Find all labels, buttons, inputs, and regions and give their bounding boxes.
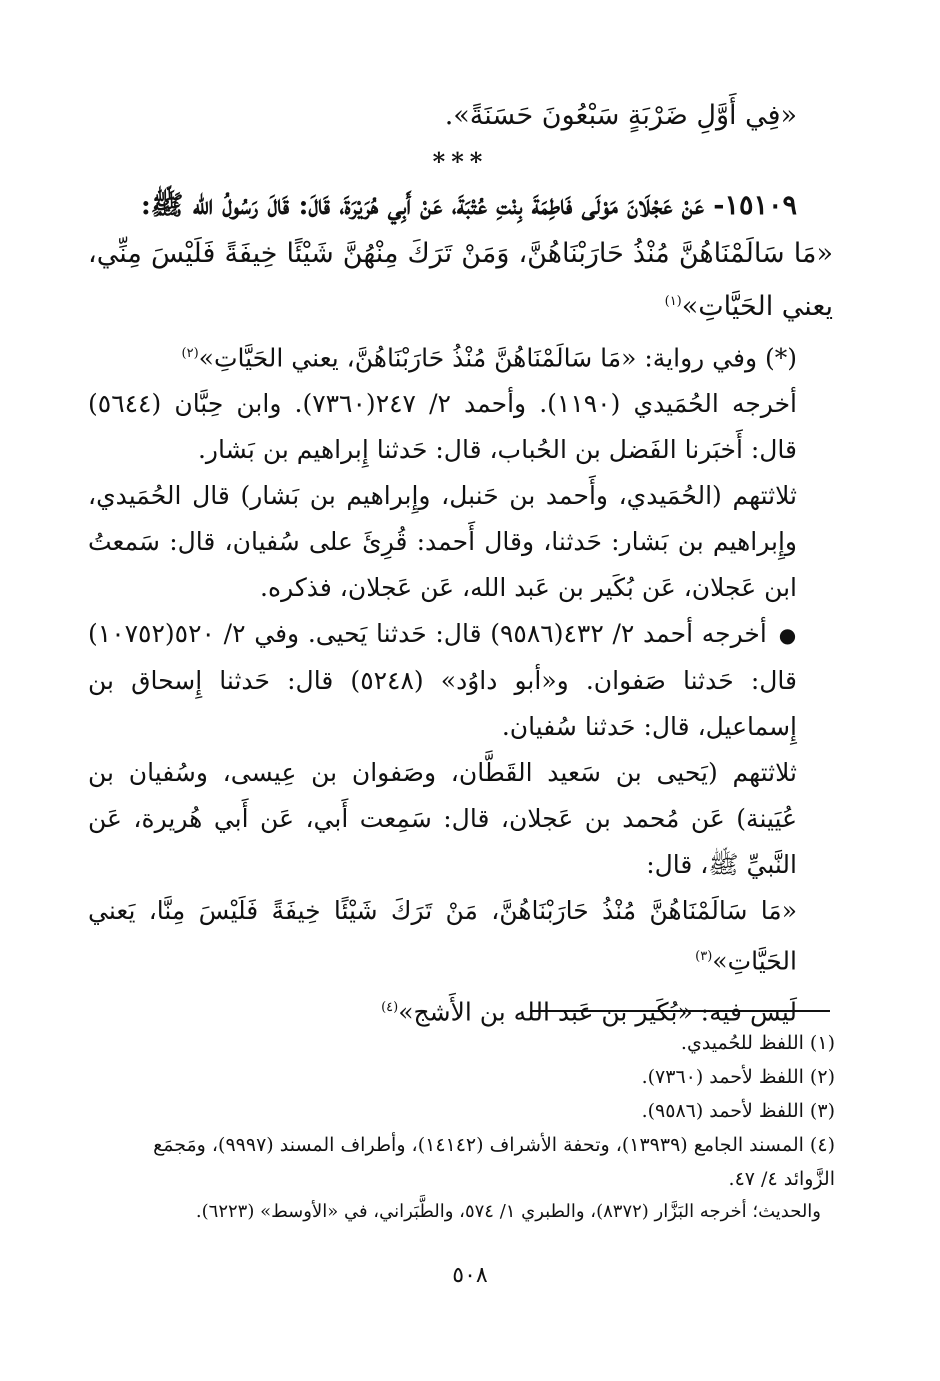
footnote-hadith-sources: والحديث؛ أخرجه البَزَّار (٨٣٧٢)، والطبري ١/ ٥٧٤، والطَّبَراني، في «الأوسط» (٦٢٢٣). — [195, 1201, 821, 1222]
hadith-matn-2-text: «مَا سَالَمْنَاهُنَّ مُنْذُ حَارَبْنَاهُنَّ، مَنْ تَرَكَ شَيْئًا خِيفَةً فَلَيْسَ مِنَّا، يَعني الحَيَّاتِ» — [88, 896, 797, 976]
footnotes — [120, 1026, 835, 1228]
hadith-matn-2 — [88, 888, 833, 984]
footnote-ref-3: (٣) — [695, 949, 713, 965]
section-separator-stars: *** — [432, 147, 489, 176]
footnote-ref-1: (١) — [664, 294, 682, 309]
footnote-2: (٢) اللفظ لأحمد (٧٣٦٠). — [641, 1066, 835, 1088]
isnad-paragraph-2: ثلاثتهم (يَحيى بن سَعيد القَطَّان، وصَفوان بن عِيسى، وسُفيان بن عُيَينة) عَن مُحمد بن عَجلان، قال: سَمِعت أَبي، عَن أَبي هُريرة، عَن النَّبيِّ ﷺ، قال: — [88, 758, 797, 880]
riwaya-text: (*) وفي رواية: «مَا سَالَمْنَاهُنَّ مُنْذُ حَارَبْنَاهُنَّ، يعني الحَيَّاتِ» — [198, 343, 797, 373]
footnote-divider — [530, 1010, 830, 1012]
hadith-matn — [88, 230, 833, 331]
footnote-ref-4: (٤) — [381, 999, 399, 1015]
footnote-ref-2: (٢) — [181, 346, 199, 361]
takhrij-paragraph-1: أخرجه الحُمَيدي (١١٩٠). وأحمد ٢/ ٢٤٧(٧٣٦٠). وابن حِبَّان (٥٦٤٤) قال: أَخبَرنا الفَضل بن الحُباب، قال: حَدثنا إِبراهيم بن بَشار. — [88, 389, 797, 465]
page-number: ٥٠٨ — [452, 1263, 488, 1288]
paragraph-opening-quote: «فِي أَوَّلِ ضَرْبَةٍ سَبْعُونَ حَسَنَةً». — [444, 100, 797, 131]
hadith-matn-text: «مَا سَالَمْنَاهُنَّ مُنْذُ حَارَبْنَاهُنَّ، وَمَنْ تَرَكَ مِنْهُنَّ شَيْئًا خِيفَةً فَلَيْسَ مِنِّي، يعني الحَيَّاتِ» — [88, 238, 833, 322]
footnote-3: (٣) اللفظ لأحمد (٩٥٨٦). — [641, 1100, 835, 1122]
isnad-paragraph-1: ثلاثتهم (الحُمَيدي، وأَحمد بن حَنبل، وإِبراهيم بن بَشار) قال الحُمَيدي، وإِبراهيم بن بَشار: حَدثنا، وقال أَحمد: قُرِئَ على سُفيان، قال: سَمعتُ ابن عَجلان، عَن بُكَير بن عَبد الله، عَن عَجلان، فذكره. — [88, 481, 797, 603]
takhrij-paragraph-2: ● أخرجه أحمد ٢/ ٤٣٢(٩٥٨٦) قال: حَدثنا يَحيى. وفي ٢/ ٥٢٠(١٠٧٥٢) قال: حَدثنا صَفوان. و«أبو داوُد» (٥٢٤٨) قال: حَدثنا إِسحاق بن إِسماعيل، قال: حَدثنا سُفيان. — [88, 611, 833, 750]
hadith-header: ١٥١٠٩- عَنْ عَجْلَانَ مَوْلَى فَاطِمَةَ بِنْتِ عُتْبَةَ، عَنْ أَبِي هُرَيْرَةَ، قَالَ: قَالَ رَسُولُ الله ﷺ: — [140, 190, 797, 221]
page-body — [88, 92, 833, 1035]
footnote-4: (٤) المسند الجامع (١٣٩٣٩)، وتحفة الأشراف (١٤١٤٢)، وأطراف المسند (٩٩٩٧)، ومَجمَع الزَّوائد ٤/ ٤٧. — [153, 1134, 835, 1190]
riwaya-line — [88, 331, 833, 381]
footnote-1: (١) اللفظ للحُميدي. — [680, 1032, 835, 1054]
laysa-fihi-text: لَيس فيه: «بُكَير بن عَبد الله بن الأَشج» — [398, 996, 797, 1026]
